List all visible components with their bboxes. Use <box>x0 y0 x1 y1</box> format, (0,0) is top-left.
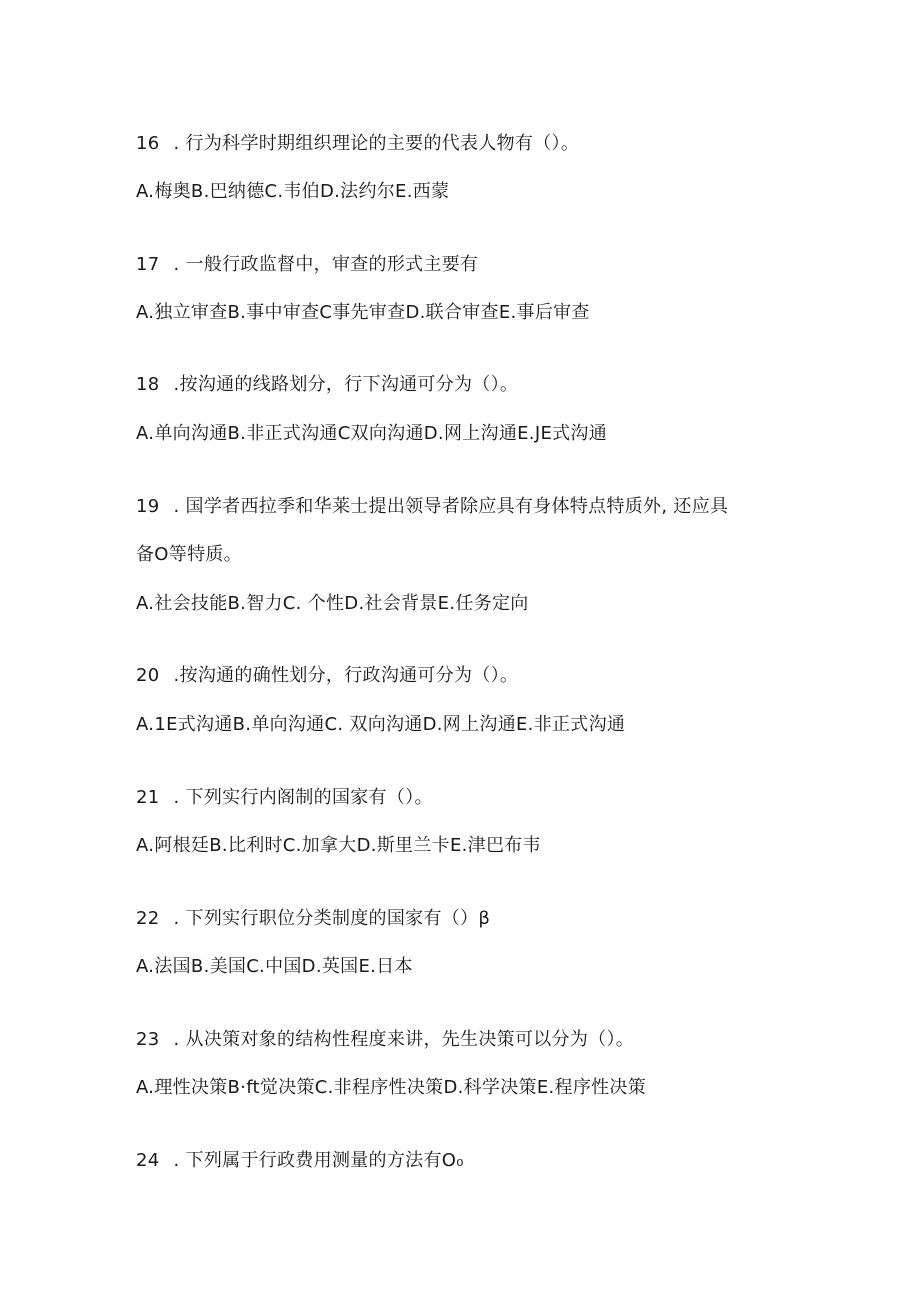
question-21-options: A.阿根廷B.比利时C.加拿大D.斯里兰卡E.津巴布韦 <box>136 835 541 856</box>
question-18-options: A.单向沟通B.非正式沟通C双向沟通D.网上沟通E.JE式沟通 <box>136 423 608 444</box>
question-number: 19 <box>136 496 160 517</box>
question-20-options: A.1E式沟通B.单向沟通C. 双向沟通D.网上沟通E.非正式沟通 <box>136 714 626 735</box>
question-text: . 国学者西拉季和华莱士提出领导者除应具有身体特点特质外, 还应具 <box>173 496 729 517</box>
question-24-stem <box>136 1149 464 1173</box>
question-text: . 一般行政监督中，审查的形式主要有 <box>173 254 479 275</box>
question-text: . 下列属于行政费用测量的方法有O₀ <box>173 1150 464 1171</box>
question-number: 17 <box>136 254 160 275</box>
question-20-stem <box>136 664 518 688</box>
question-text: . 下列实行内阁制的国家有（）。 <box>173 787 433 808</box>
question-number: 22 <box>136 908 160 929</box>
question-22-options: A.法国B.美国C.中国D.英国E.日本 <box>136 956 413 977</box>
question-text: .按沟通的确性划分，行政沟通可分为（）。 <box>173 665 519 686</box>
question-number: 18 <box>136 374 160 395</box>
question-22-stem <box>136 907 490 931</box>
question-17-options: A.独立审查B.事中审查C事先审查D.联合审查E.事后审查 <box>136 302 590 323</box>
question-18-stem <box>136 373 518 397</box>
question-number: 24 <box>136 1150 160 1171</box>
question-number: 21 <box>136 787 160 808</box>
question-17-stem <box>136 253 478 277</box>
question-16-options: A.梅奥B.巴纳德C.韦伯D.法约尔E.西蒙 <box>136 181 450 202</box>
question-number: 20 <box>136 665 160 686</box>
question-number: 16 <box>136 133 160 154</box>
question-23-options: A.理性决策B·ft觉决策C.非程序性决策D.科学决策E.程序性决策 <box>136 1077 647 1098</box>
question-23-stem <box>136 1028 634 1052</box>
question-19-options: A.社会技能B.智力C. 个性D.社会背景E.任务定向 <box>136 593 529 614</box>
question-16-stem <box>136 132 579 156</box>
question-19-stem <box>136 495 728 519</box>
question-19-stem-continued: 备O等特质。 <box>136 544 242 565</box>
question-21-stem <box>136 786 433 810</box>
question-text: . 下列实行职位分类制度的国家有（）β <box>173 908 491 929</box>
question-number: 23 <box>136 1029 160 1050</box>
question-text: . 从决策对象的结构性程度来讲，先生决策可以分为（）。 <box>173 1029 635 1050</box>
question-text: . 行为科学时期组织理论的主要的代表人物有（）。 <box>173 133 580 154</box>
question-text: .按沟通的线路划分，行下沟通可分为（）。 <box>173 374 519 395</box>
